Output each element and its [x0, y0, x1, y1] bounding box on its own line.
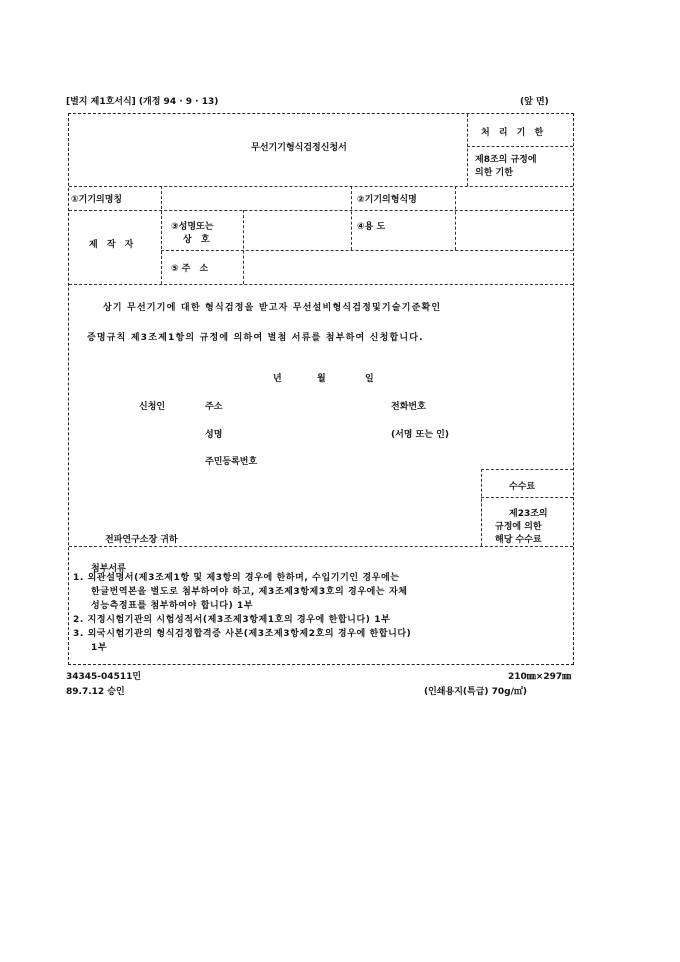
applicant-address-label: 주소	[205, 402, 223, 412]
attachment-item3-line1: 3. 외국시험기관의 형식검정합격증 사본(제3조제3항제2호의 경우에 한합니다)	[73, 629, 412, 639]
fee-label: 수수료	[509, 482, 536, 492]
body-text-line1: 상기 무선기기에 대한 형식검정을 받고자 무선설비형식검정및기술기준확인	[103, 303, 442, 313]
processing-period-line2: 의한 기한	[475, 168, 513, 178]
applicant-name-label: 성명	[205, 430, 223, 440]
signature-or-seal-label: (서명 또는 인)	[391, 430, 449, 440]
footer-form-code: 34345-04511민	[66, 672, 142, 682]
manufacturer-label: 제 작 자	[89, 240, 137, 250]
date-day: 일	[365, 374, 374, 384]
device-name-label: ①기기의명칭	[71, 195, 123, 205]
date-month: 월	[317, 374, 326, 384]
attachments-title: 첨부서류	[91, 564, 126, 574]
address-label: ⑤주 소	[171, 264, 212, 274]
footer-paper-spec: (인쇄용지(특급) 70g/㎡)	[424, 687, 528, 697]
processing-period-line1: 제8조의 규정에	[475, 155, 537, 165]
date-year: 년	[273, 374, 282, 384]
name-or-trade-label-line2: 상 호	[183, 235, 213, 245]
attachment-item1-line2: 한글번역본을 별도로 첨부하여야 하고, 제3조제3항제3호의 경우에는 자체	[91, 587, 408, 597]
application-form	[68, 113, 574, 665]
attachment-item1-line1: 1. 외관설명서(제3조제1항 및 제3항의 경우에 한하며, 수입기기인 경우에는	[73, 573, 400, 583]
model-name-label: ②기기의형식명	[357, 195, 417, 205]
usage-label: ④용 도	[357, 222, 386, 232]
attachment-item2: 2. 지정시험기관의 시험성적서(제3조제3항제1호의 경우에 한합니다) 1부	[73, 615, 391, 625]
footer-paper-size: 210㎜×297㎜	[508, 672, 572, 682]
form-title: 무선기기형식검정신청서	[251, 143, 347, 153]
resident-number-label: 주민등록번호	[205, 457, 258, 467]
attachment-item3-line2: 1부	[91, 643, 108, 653]
body-text-line2: 증명규칙 제3조제1항의 규정에 의하여 별첨 서류를 첨부하여 신청합니다.	[87, 333, 424, 343]
attachment-item1-line3: 성능측정표를 첨부하여야 합니다) 1부	[91, 601, 254, 611]
page-side-label: (앞 면)	[520, 97, 549, 107]
recipient: 전파연구소장 귀하	[105, 535, 178, 545]
fee-text-line3: 해당 수수료	[495, 535, 542, 545]
footer-approval-date: 89.7.12 승인	[66, 687, 125, 697]
fee-text-line1: 제23조의	[509, 509, 548, 519]
processing-period-label: 처 리 기 한	[481, 128, 547, 138]
fee-text-line2: 규정에 의한	[495, 522, 542, 532]
applicant-label: 신청인	[139, 402, 166, 412]
applicant-phone-label: 전화번호	[391, 402, 426, 412]
name-or-trade-label-line1: ③성명또는	[171, 222, 214, 232]
form-number: [별지 제1호서식] (개정 94 · 9 · 13)	[66, 97, 219, 107]
